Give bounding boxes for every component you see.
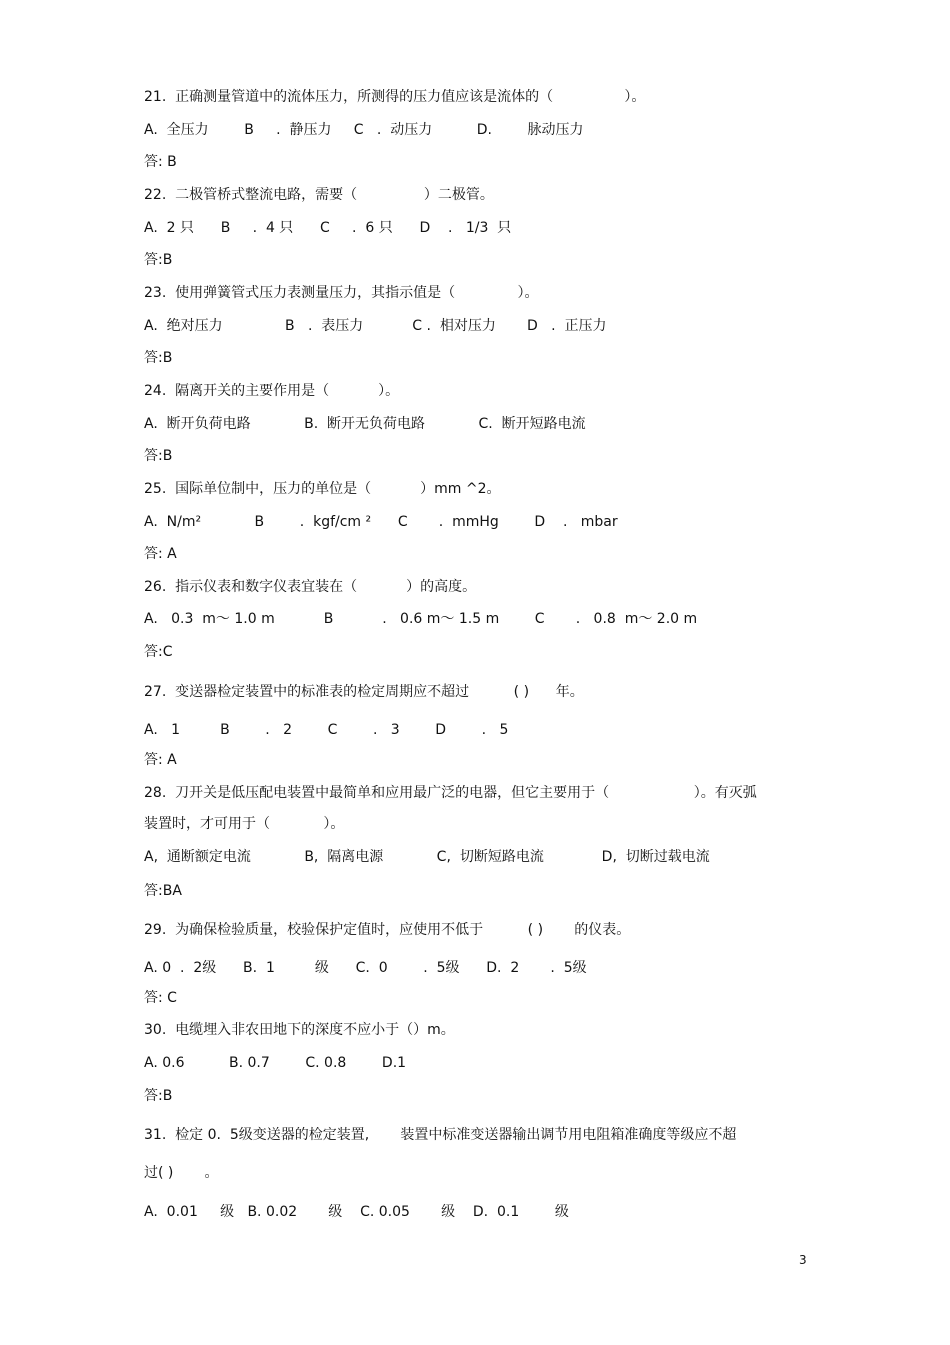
q23-options: A. 绝对压力 B . 表压力 C . 相对压力 D . 正压力: [144, 318, 607, 334]
q31-stem: 31. 检定 0. 5级变送器的检定装置, 装置中标准变送器输出调节用电阻箱准确度等级应不超: [144, 1127, 737, 1143]
q28-answer: 答:BA: [144, 883, 182, 899]
q29-answer: 答: C: [144, 990, 177, 1006]
q24-stem: 24. 隔离开关的主要作用是（ ）。: [144, 383, 400, 399]
q28-stem-cont: 装置时，才可用于（ ）。: [144, 816, 345, 832]
q26-answer: 答:C: [144, 644, 173, 660]
q29-stem: 29. 为确保检验质量，校验保护定值时，应使用不低于 ( ) 的仪表。: [144, 922, 631, 938]
q31-options: A. 0.01 级 B. 0.02 级 C. 0.05 级 D. 0.1 级: [144, 1204, 569, 1220]
q21-answer: 答: B: [144, 154, 177, 170]
q24-options: A. 断开负荷电路 B. 断开无负荷电路 C. 断开短路电流: [144, 416, 586, 432]
q22-stem: 22. 二极管桥式整流电路，需要（ ）二极管。: [144, 187, 494, 203]
q25-answer: 答: A: [144, 546, 177, 562]
q28-stem: 28. 刀开关是低压配电装置中最简单和应用最广泛的电器，但它主要用于（ ）。有灭弧: [144, 785, 757, 801]
q21-options: A. 全压力 B . 静压力 C . 动压力 D. 脉动压力: [144, 122, 584, 138]
q28-options: A, 通断额定电流 B, 隔离电源 C, 切断短路电流 D, 切断过载电流: [144, 849, 710, 865]
q21-stem: 21. 正确测量管道中的流体压力，所测得的压力值应该是流体的（ ）。: [144, 89, 646, 105]
q25-stem: 25. 国际单位制中，压力的单位是（ ）mm ^2。: [144, 481, 501, 497]
q27-answer: 答: A: [144, 752, 177, 768]
q23-answer: 答:B: [144, 350, 173, 366]
q26-stem: 26. 指示仪表和数字仪表宜装在（ ）的高度。: [144, 579, 477, 595]
q24-answer: 答:B: [144, 448, 173, 464]
q30-answer: 答:B: [144, 1088, 173, 1104]
page-number: 3: [799, 1253, 807, 1267]
q22-answer: 答:B: [144, 252, 173, 268]
q22-options: A. 2 只 B . 4 只 C . 6 只 D . 1/3 只: [144, 220, 512, 236]
q23-stem: 23. 使用弹簧管式压力表测量压力，其指示值是（ ）。: [144, 285, 539, 301]
q30-options: A. 0.6 B. 0.7 C. 0.8 D.1: [144, 1055, 407, 1071]
q25-options: A. N/m² B . kgf/cm ² C . mmHg D . mbar: [144, 514, 618, 530]
q27-options: A. 1 B . 2 C . 3 D . 5: [144, 722, 509, 738]
q26-options: A. 0.3 m～ 1.0 m B . 0.6 m～ 1.5 m C . 0.8 m～ 2.0 m: [144, 611, 698, 627]
q27-stem: 27. 变送器检定装置中的标准表的检定周期应不超过 ( ) 年。: [144, 684, 584, 700]
q31-stem-cont: 过( ) 。: [144, 1165, 219, 1181]
q30-stem: 30. 电缆埋入非农田地下的深度不应小于（）m。: [144, 1022, 455, 1038]
q29-options: A. 0 . 2级 B. 1 级 C. 0 . 5级 D. 2 . 5级: [144, 960, 587, 976]
